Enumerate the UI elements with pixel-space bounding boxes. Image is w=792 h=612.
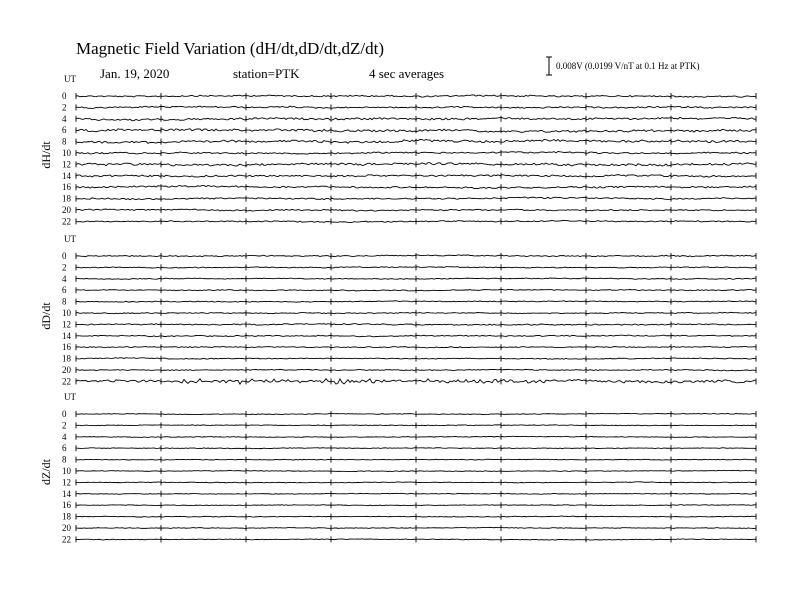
row-label: 16 [62,342,71,353]
row-label: 4 [62,113,67,124]
row-label: 12 [62,159,71,170]
row-label: 12 [62,477,71,488]
chart-title: Magnetic Field Variation (dH/dt,dD/dt,dZ/dt) [76,39,385,58]
row-label: 14 [62,488,71,499]
row-label: 0 [62,251,67,261]
row-label: 10 [62,308,71,318]
panel-ylabel: dH/dt [39,141,53,169]
row-label: 2 [62,420,67,431]
ut-label: UT [64,392,76,402]
row-label: 2 [62,262,67,273]
row-label: 22 [62,216,71,227]
ut-label: UT [64,74,76,84]
panel-ylabel: dD/dt [39,302,53,330]
averaging-label: 4 sec averages [369,66,445,81]
row-label: 6 [62,125,67,136]
row-label: 20 [62,205,71,215]
row-label: 18 [62,193,71,204]
row-label: 16 [62,500,71,511]
row-label: 14 [62,170,71,181]
row-label: 4 [62,273,67,284]
row-label: 16 [62,182,71,193]
panel-1 [39,234,756,386]
row-label: 22 [62,534,71,545]
row-label: 20 [62,365,71,375]
row-label: 4 [62,431,67,442]
row-label: 6 [62,443,67,454]
row-label: 20 [62,523,71,533]
row-label: 18 [62,511,71,522]
panel-ylabel: dZ/dt [39,459,53,485]
date-label: Jan. 19, 2020 [100,66,170,81]
row-label: 10 [62,148,71,158]
row-label: 12 [62,319,71,330]
row-label: 8 [62,296,67,307]
ut-label: UT [64,234,76,244]
row-label: 0 [62,91,67,101]
row-label: 2 [62,102,67,113]
row-label: 18 [62,353,71,364]
row-label: 6 [62,285,67,296]
panel-0 [39,74,756,226]
row-label: 8 [62,136,67,147]
row-label: 8 [62,454,67,465]
panel-2 [39,392,756,544]
station-label: station=PTK [233,66,300,81]
row-label: 22 [62,376,71,387]
row-label: 0 [62,409,67,419]
row-label: 10 [62,466,71,476]
scale-label: 0.008V (0.0199 V/nT at 0.1 Hz at PTK) [556,61,700,71]
row-label: 14 [62,330,71,341]
scale-bar [546,57,552,75]
